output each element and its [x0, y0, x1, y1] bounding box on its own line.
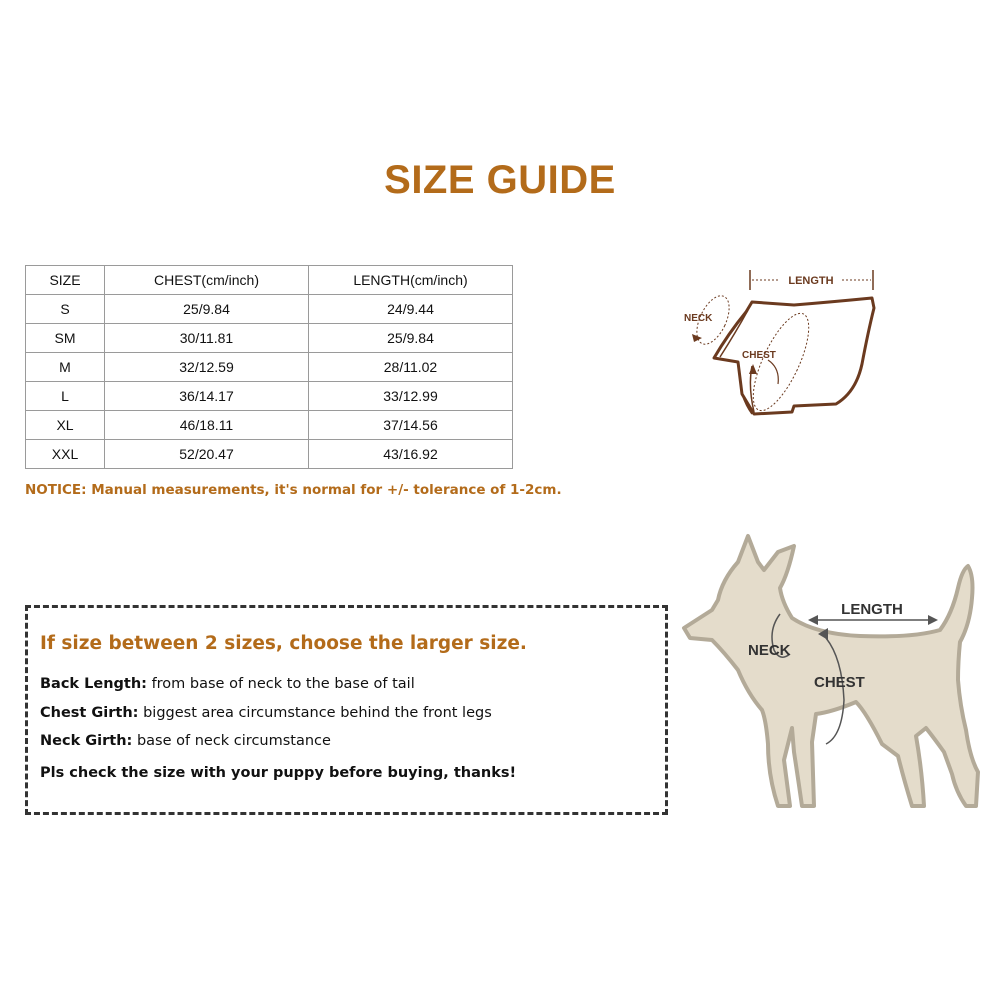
dog-diagram: [676, 530, 986, 820]
cell-size: XL: [26, 411, 105, 440]
cell-size: M: [26, 353, 105, 382]
page-title: SIZE GUIDE: [384, 158, 616, 202]
back-length-tip: [40, 676, 415, 692]
back-length-label: Back Length:: [40, 676, 147, 692]
table-row: [26, 440, 513, 469]
chest-girth-text: biggest area circumstance behind the front legs: [143, 705, 492, 721]
size-tips-box: [25, 605, 668, 815]
column-header-length: LENGTH(cm/inch): [309, 266, 513, 295]
cell-length: 25/9.84: [309, 324, 513, 353]
table-row: [26, 324, 513, 353]
length-arrow-left-icon: [808, 615, 818, 625]
garment-neck-label: NECK: [684, 313, 713, 324]
size-table: [25, 265, 513, 469]
garment-diagram: [676, 262, 886, 432]
cell-chest: 32/12.59: [105, 353, 309, 382]
cell-chest: 52/20.47: [105, 440, 309, 469]
dog-neck-label: NECK: [748, 642, 791, 659]
cell-length: 28/11.02: [309, 353, 513, 382]
cell-length: 43/16.92: [309, 440, 513, 469]
table-header-row: [26, 266, 513, 295]
cell-length: 37/14.56: [309, 411, 513, 440]
cell-size: L: [26, 382, 105, 411]
neck-girth-text: base of neck circumstance: [136, 733, 331, 749]
neck-girth-tip: [40, 733, 331, 749]
garment-length-label: LENGTH: [788, 275, 834, 287]
cell-chest: 36/14.17: [105, 382, 309, 411]
back-length-text: from base of neck to the base of tail: [151, 676, 415, 692]
column-header-size: SIZE: [26, 266, 105, 295]
dog-silhouette: [684, 536, 978, 806]
cell-length: 24/9.44: [309, 295, 513, 324]
chest-girth-tip: [40, 705, 492, 721]
notice-text: NOTICE: Manual measurements, it's normal for +/- tolerance of 1-2cm.: [25, 482, 562, 498]
table-row: [26, 411, 513, 440]
dog-length-label: LENGTH: [841, 601, 903, 618]
neck-girth-label: Neck Girth:: [40, 733, 133, 749]
cell-size: SM: [26, 324, 105, 353]
table-row: [26, 353, 513, 382]
cell-chest: 46/18.11: [105, 411, 309, 440]
cell-chest: 30/11.81: [105, 324, 309, 353]
length-arrow-right-icon: [928, 615, 938, 625]
column-header-chest: CHEST(cm/inch): [105, 266, 309, 295]
cell-length: 33/12.99: [309, 382, 513, 411]
dog-chest-label: CHEST: [814, 674, 865, 691]
cell-size: XXL: [26, 440, 105, 469]
closing-note: Pls check the size with your puppy before buying, thanks!: [40, 765, 517, 781]
table-row: [26, 295, 513, 324]
cell-chest: 25/9.84: [105, 295, 309, 324]
chest-girth-label: Chest Girth:: [40, 705, 139, 721]
tips-heading: If size between 2 sizes, choose the larger size.: [40, 633, 527, 654]
garment-chest-label: CHEST: [742, 350, 776, 361]
garment-outline: [714, 298, 874, 414]
table-row: [26, 382, 513, 411]
cell-size: S: [26, 295, 105, 324]
